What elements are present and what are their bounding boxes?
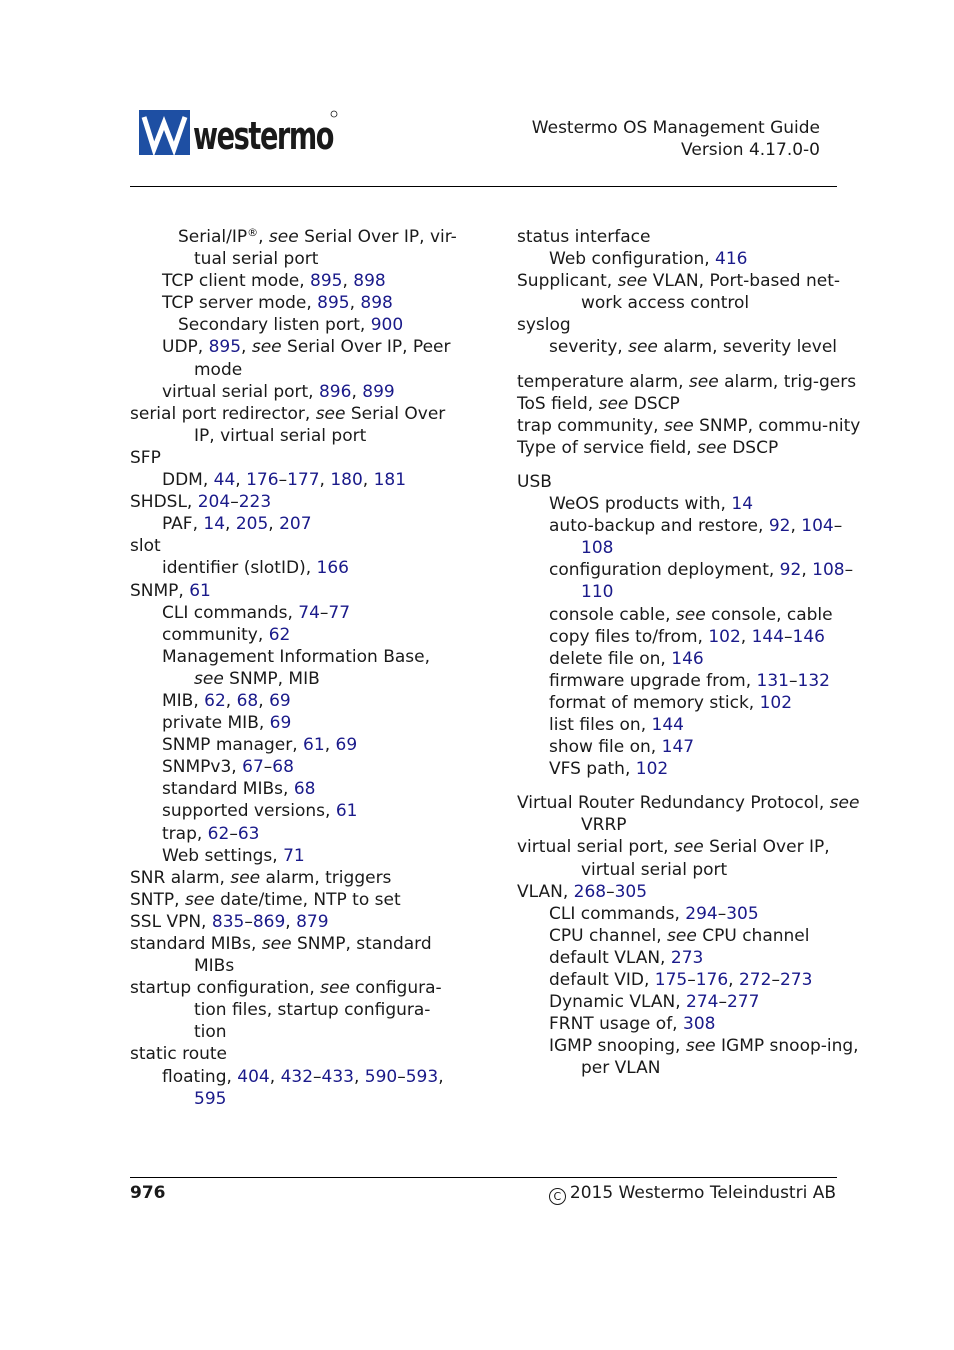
entry-text: –	[606, 881, 615, 902]
index-entry	[517, 270, 862, 314]
page-link[interactable]: 895	[317, 293, 350, 314]
index-column-right	[517, 226, 862, 1079]
see-reference: see	[673, 837, 704, 858]
page-link[interactable]: 131	[756, 670, 789, 691]
page-link[interactable]: 144	[751, 626, 785, 647]
entry-text: SNMP, commu-nity	[693, 415, 861, 436]
entry-text: console cable,	[549, 604, 676, 625]
page-link[interactable]: 900	[370, 315, 404, 336]
page-link[interactable]: 595	[194, 1088, 227, 1109]
page-link[interactable]: 590	[364, 1066, 398, 1087]
entry-text: IGMP snooping,	[549, 1036, 686, 1057]
page-link[interactable]: 108	[581, 538, 614, 559]
index-entry	[130, 1043, 460, 1065]
entry-text: SNTP,	[130, 889, 185, 910]
index-entry	[517, 248, 862, 270]
entry-text: floating,	[162, 1066, 238, 1087]
entry-text: –	[229, 823, 238, 844]
logo-wordmark: westermo	[193, 114, 334, 158]
index-entry	[130, 823, 460, 845]
index-entry	[517, 226, 862, 248]
entry-text: ,	[268, 514, 280, 535]
entry-text: ,	[740, 626, 752, 647]
page-link[interactable]: 268	[573, 881, 607, 902]
entry-text: virtual serial port,	[517, 837, 674, 858]
index-entry	[130, 292, 460, 314]
page-link[interactable]: 207	[279, 514, 312, 535]
index-entry	[130, 381, 460, 403]
index-entry	[517, 371, 862, 393]
entry-text: VRRP	[581, 815, 627, 836]
entry-text: ,	[801, 560, 813, 581]
entry-text: Type of service field,	[517, 437, 698, 458]
index-entry	[130, 845, 460, 867]
entry-text: ,	[728, 970, 739, 990]
index-entry	[517, 670, 862, 692]
page-link[interactable]: 177	[287, 470, 320, 491]
see-reference: see	[598, 393, 629, 414]
see-reference: see	[675, 604, 706, 625]
index-entry	[517, 336, 862, 358]
index-entry	[517, 969, 862, 991]
index-entry	[517, 604, 862, 626]
registered-mark: ®	[247, 226, 259, 239]
entry-text: SNMP, standard MIBs	[194, 934, 432, 977]
entry-text: ToS field,	[517, 393, 599, 414]
entry-text: Serial Over IP, virtual serial port	[194, 403, 446, 446]
page-link[interactable]: 305	[614, 881, 648, 902]
page-link[interactable]: 68	[272, 757, 294, 778]
entry-text: configuration deployment,	[549, 560, 780, 581]
entry-text: –	[833, 516, 843, 537]
page-link[interactable]: 144	[651, 714, 684, 735]
entry-text: VLAN, Port-based net-work access control	[581, 271, 841, 314]
page-link[interactable]: 102	[759, 692, 793, 713]
entry-text: ,	[235, 470, 247, 491]
entry-text: alarm, severity level	[657, 337, 837, 358]
entry-text: ,	[351, 381, 363, 402]
entry-text: ,	[225, 690, 237, 711]
entry-text: show file on,	[549, 737, 662, 758]
entry-text: status interface	[517, 227, 651, 247]
index-entry	[517, 692, 862, 714]
index-entry	[130, 646, 460, 690]
index-entry	[517, 1035, 862, 1079]
entry-text: list files on,	[549, 714, 652, 735]
entry-text: delete file on,	[549, 648, 672, 669]
entry-text: CLI commands,	[549, 903, 686, 924]
page-link[interactable]: 71	[283, 845, 305, 866]
copyright-text: 2015 Westermo Teleindustri AB	[569, 1183, 836, 1203]
entry-text: TCP server mode,	[162, 293, 318, 314]
page-link[interactable]: 205	[235, 514, 269, 535]
entry-text: PAF,	[162, 514, 204, 535]
index-entry	[517, 415, 862, 437]
entry-text: ,	[319, 470, 331, 491]
entry-text: –	[319, 602, 329, 623]
entry-text: date/time, NTP to set	[214, 889, 401, 910]
index-entry	[130, 403, 460, 447]
page-link[interactable]: 180	[330, 470, 363, 491]
page-link[interactable]: 204	[197, 492, 231, 513]
entry-text: trap,	[162, 823, 208, 844]
page-link[interactable]: 181	[373, 470, 407, 491]
entry-text: –	[313, 1066, 322, 1087]
entry-text: copy files to/from,	[549, 626, 709, 647]
page-link[interactable]: 835	[211, 911, 245, 932]
index-entry	[517, 393, 862, 415]
index-entry	[517, 714, 862, 736]
entry-text: FRNT usage of,	[549, 1014, 683, 1035]
entry-text: SNR alarm,	[130, 867, 231, 888]
index-entry	[130, 690, 460, 712]
entry-text: –	[263, 757, 273, 778]
page-link[interactable]: 166	[316, 558, 349, 579]
index-entry	[130, 977, 460, 1043]
entry-text: temperature alarm,	[517, 371, 689, 392]
page-link[interactable]: 61	[303, 735, 325, 756]
page-link[interactable]: 69	[335, 735, 358, 756]
entry-text: Management Information Base,	[162, 646, 430, 667]
entry-text: –	[718, 992, 727, 1013]
index-entry	[130, 226, 460, 270]
entry-text: USB	[517, 471, 552, 492]
page-link[interactable]: 44	[213, 470, 236, 491]
see-reference: see	[315, 403, 346, 424]
entry-text: ,	[324, 735, 336, 756]
see-reference: see	[667, 925, 697, 946]
index-entry	[517, 925, 862, 947]
page-link[interactable]: 879	[296, 911, 329, 932]
entry-text: –	[717, 903, 727, 924]
entry-text: Web settings,	[162, 845, 284, 866]
entry-text: CPU channel,	[549, 925, 668, 946]
see-reference: see	[320, 978, 350, 999]
index-entry	[130, 270, 460, 292]
entry-text: community,	[162, 624, 269, 645]
entry-text: ,	[285, 911, 297, 932]
page-link[interactable]: 62	[204, 690, 226, 711]
index-entry	[517, 314, 862, 336]
index-entry	[517, 836, 862, 880]
entry-text: ,	[362, 470, 374, 491]
page-link[interactable]: 176	[246, 470, 279, 491]
see-reference: see	[261, 934, 292, 954]
page-link[interactable]: 69	[269, 713, 292, 734]
entry-text: configura-tion files, startup configura-tion	[194, 978, 442, 1043]
index-entry	[517, 792, 862, 836]
page-link[interactable]: 92	[768, 516, 791, 537]
entry-text: serial port redirector,	[130, 403, 316, 424]
entry-text: Web configuration,	[549, 249, 716, 270]
entry-text: alarm, triggers	[260, 867, 392, 888]
index-entry	[517, 1013, 862, 1035]
index-entry	[130, 712, 460, 734]
page-link[interactable]: 432	[280, 1066, 314, 1087]
page-link[interactable]: 146	[792, 626, 825, 647]
index-entry	[517, 648, 862, 670]
see-reference: see	[617, 271, 648, 292]
entry-text: SFP	[130, 447, 161, 468]
page-link[interactable]: 898	[360, 293, 393, 314]
page-link[interactable]: 277	[726, 992, 760, 1013]
page-link[interactable]: 61	[189, 580, 211, 601]
page-link[interactable]: 895	[208, 337, 242, 358]
index-entry	[130, 624, 460, 646]
entry-text: DSCP	[726, 437, 779, 458]
entry-text: WeOS products with,	[549, 494, 732, 515]
page-link[interactable]: 92	[779, 560, 802, 581]
entry-text: firmware upgrade from,	[549, 670, 757, 691]
entry-text: VFS path,	[549, 759, 636, 780]
guide-title: Westermo OS Management Guide	[531, 118, 820, 138]
entry-text: –	[278, 470, 288, 491]
page-link[interactable]: 869	[252, 911, 286, 932]
index-entry	[130, 469, 460, 491]
page-link[interactable]: 132	[797, 670, 830, 691]
page-link[interactable]: 147	[661, 737, 695, 758]
page-link[interactable]: 67	[242, 757, 264, 778]
page-link[interactable]: 898	[353, 271, 386, 292]
page-link[interactable]: 102	[708, 626, 741, 647]
entry-text: syslog	[517, 315, 571, 336]
entry-text: ,	[349, 293, 361, 314]
entry-text: static route	[130, 1044, 227, 1065]
entry-text: –	[397, 1066, 406, 1087]
page-link[interactable]: 416	[715, 249, 748, 270]
index-entry	[517, 559, 862, 603]
entry-text: Virtual Router Redundancy Protocol,	[517, 793, 830, 814]
entry-text: –	[844, 560, 854, 581]
index-entry	[517, 991, 862, 1013]
see-reference: see	[628, 337, 658, 358]
entry-text: Serial Over IP, Peer mode	[194, 337, 451, 380]
page-link[interactable]: 273	[670, 947, 704, 968]
page-link[interactable]: 175	[654, 970, 688, 990]
see-reference: see	[268, 227, 299, 247]
see-reference: see	[230, 867, 261, 888]
page-link[interactable]: 108	[812, 560, 845, 581]
page-link[interactable]: 273	[779, 970, 813, 990]
entry-text: auto-backup and restore,	[549, 516, 769, 537]
entry-text: Serial Over IP, virtual serial port	[581, 837, 830, 880]
page-header	[532, 117, 820, 161]
entry-text: TCP client mode,	[162, 271, 311, 292]
guide-version: Version 4.17.0-0	[681, 140, 820, 160]
page-link[interactable]: 14	[203, 514, 226, 535]
index-entry	[130, 513, 460, 535]
page-link[interactable]: 62	[207, 823, 230, 844]
page-link[interactable]: 294	[685, 903, 718, 924]
entry-text: standard MIBs,	[162, 779, 294, 800]
page-link[interactable]: 896	[318, 381, 352, 402]
entry-text: Dynamic VLAN,	[549, 992, 687, 1013]
page-link[interactable]: 102	[635, 759, 669, 780]
entry-text: trap community,	[517, 415, 664, 436]
index-entry	[130, 557, 460, 579]
footer-rule	[130, 1177, 837, 1178]
page-link[interactable]: 404	[237, 1066, 270, 1087]
entry-text: DDM,	[162, 470, 214, 491]
entry-text: SNMP,	[130, 580, 190, 601]
index-entry	[130, 535, 460, 557]
page-link[interactable]: 62	[268, 624, 291, 645]
index-entry	[130, 314, 460, 336]
page-link[interactable]: 272	[738, 970, 772, 990]
page-link[interactable]: 305	[726, 903, 759, 924]
entry-text: ,	[225, 514, 236, 535]
entry-text: –	[784, 626, 793, 647]
entry-text: CLI commands,	[162, 602, 299, 623]
entry-text: severity,	[549, 337, 629, 358]
entry-text: alarm, trig-gers	[718, 371, 857, 392]
index-entry	[130, 867, 460, 889]
page-link[interactable]: 69	[269, 690, 291, 711]
entry-text: startup configuration,	[130, 978, 321, 999]
entry-text: Serial Over IP, vir-tual serial port	[194, 227, 457, 270]
entry-text: slot	[130, 536, 161, 557]
entry-text: SSL VPN,	[130, 911, 212, 932]
page-link[interactable]: 74	[298, 602, 320, 623]
header-rule	[130, 186, 837, 187]
see-reference: see	[685, 1036, 716, 1057]
see-reference: see	[663, 415, 694, 436]
index-entry	[130, 1066, 460, 1110]
see-reference: see	[697, 437, 727, 458]
page-link[interactable]: 68	[293, 779, 316, 800]
page-link[interactable]: 895	[310, 271, 343, 292]
entry-text: standard MIBs,	[130, 934, 262, 954]
index-entry	[517, 493, 862, 515]
entry-text: console, cable	[705, 604, 833, 625]
entry-text: virtual serial port,	[162, 381, 319, 402]
entry-text: default VLAN,	[549, 947, 671, 968]
entry-text: ,	[258, 690, 270, 711]
page-link[interactable]: 77	[328, 602, 351, 623]
entry-text: Serial/IP	[178, 227, 248, 247]
entry-text: VLAN,	[517, 881, 574, 902]
entry-text: UDP,	[162, 337, 209, 358]
entry-text: SNMP manager,	[162, 735, 304, 756]
page-link[interactable]: 274	[686, 992, 719, 1013]
entry-text: Secondary listen port,	[178, 315, 371, 336]
index-entry	[130, 447, 460, 469]
entry-text: ,	[438, 1066, 444, 1087]
entry-text: ,	[342, 271, 354, 292]
entry-text: –	[230, 492, 239, 513]
page-link[interactable]: 308	[683, 1014, 716, 1035]
entry-text: IGMP snoop-ing, per VLAN	[581, 1036, 859, 1079]
index-entry	[130, 756, 460, 778]
index-entry	[517, 471, 862, 493]
entry-text: –	[244, 911, 253, 932]
index-entry	[130, 933, 460, 977]
entry-text: ,	[790, 516, 802, 537]
entry-text: Supplicant,	[517, 271, 618, 292]
page-link[interactable]: 146	[671, 648, 704, 669]
page-link[interactable]: 899	[362, 381, 395, 402]
index-entry	[517, 437, 862, 459]
index-entry	[517, 947, 862, 969]
index-entry	[130, 336, 460, 380]
page-link[interactable]: 104	[801, 516, 834, 537]
see-reference: see	[829, 793, 860, 814]
entry-text: ,	[241, 337, 252, 358]
entry-text: SHDSL,	[130, 492, 198, 513]
page-link[interactable]: 110	[581, 582, 614, 603]
entry-text: format of memory stick,	[549, 692, 760, 713]
index-column-left	[130, 226, 460, 1110]
entry-text: default VID,	[549, 970, 655, 990]
entry-text: –	[789, 670, 798, 691]
index-entry	[517, 881, 862, 903]
page-link[interactable]: 593	[405, 1066, 439, 1087]
page-link[interactable]: 176	[695, 970, 729, 990]
page-link[interactable]: 14	[731, 494, 754, 515]
index-entry	[517, 758, 862, 780]
index-entry	[130, 800, 460, 822]
see-reference: see	[194, 668, 224, 689]
entry-text: SNMPv3,	[162, 757, 243, 778]
entry-text: CPU channel	[696, 925, 810, 946]
entry-text: identifier (slotID),	[162, 558, 317, 579]
entry-text: SNMP, MIB	[223, 668, 320, 689]
copyright-notice	[549, 1183, 836, 1205]
see-reference: see	[184, 889, 215, 910]
index-entry	[517, 736, 862, 758]
see-reference: see	[688, 371, 719, 392]
entry-text: ,	[269, 1066, 281, 1087]
entry-text: supported versions,	[162, 801, 336, 822]
entry-text: –	[771, 970, 780, 990]
westermo-logo	[139, 109, 339, 157]
index-entry	[130, 491, 460, 513]
index-entry	[130, 911, 460, 933]
page-link[interactable]: 61	[335, 801, 358, 822]
entry-text: ,	[353, 1066, 365, 1087]
index-entry	[130, 778, 460, 800]
entry-text: MIB,	[162, 690, 205, 711]
index-entry	[517, 903, 862, 925]
index-entry	[130, 734, 460, 756]
entry-text: ,	[258, 227, 269, 247]
page-link[interactable]: 433	[321, 1066, 354, 1087]
entry-text: –	[687, 970, 696, 990]
page-link[interactable]: 63	[237, 823, 260, 844]
index-entry	[517, 626, 862, 648]
see-reference: see	[251, 337, 282, 358]
entry-text: private MIB,	[162, 713, 270, 734]
index-entry	[130, 602, 460, 624]
entry-text: DSCP	[628, 393, 680, 414]
copyright-icon: C	[549, 1188, 566, 1205]
page-link[interactable]: 68	[236, 690, 259, 711]
page-number: 976	[130, 1183, 166, 1203]
index-entry	[130, 889, 460, 911]
index-entry	[130, 580, 460, 602]
index-entry	[517, 515, 862, 559]
page-link[interactable]: 223	[238, 492, 272, 513]
